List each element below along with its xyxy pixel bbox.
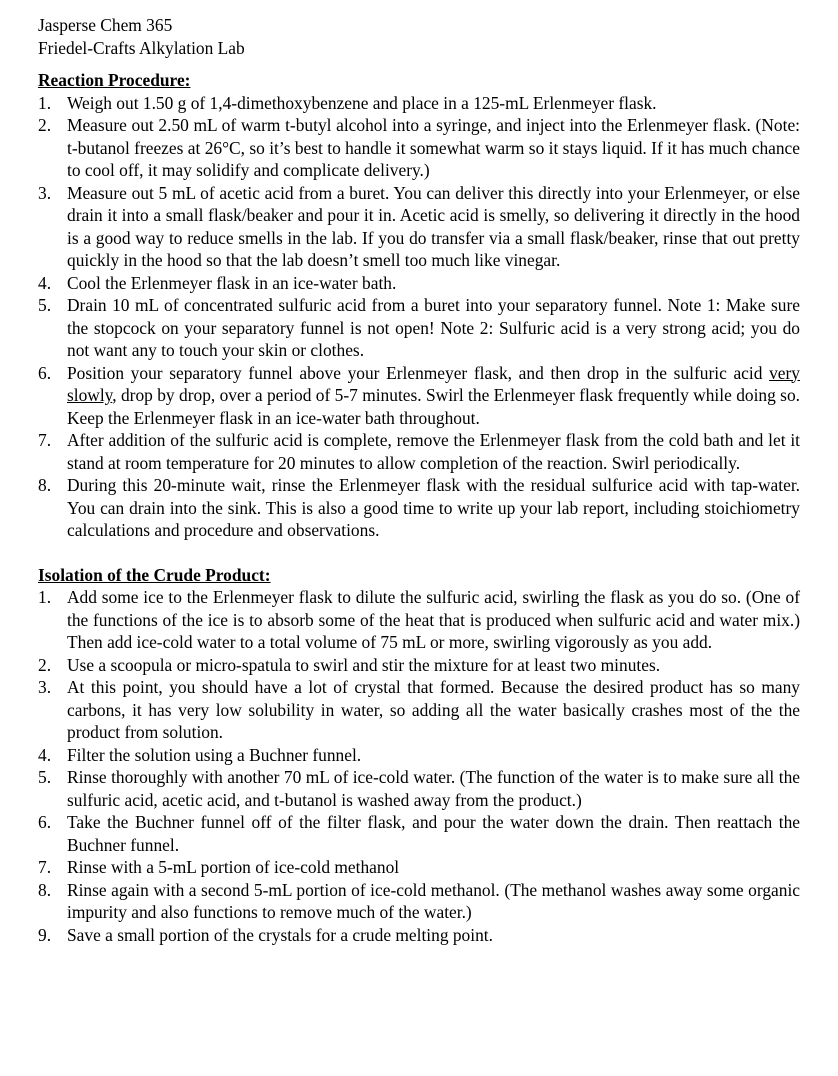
section-isolation-crude-product: [38, 564, 800, 947]
step-number: 8.: [38, 879, 52, 900]
step-text: During this 20-minute wait, rinse the Erlenmeyer flask with the residual sulfurice acid with tap-water. You can drain into the sink. This is also a good time to write up your lab report, including stoichiometry calculations and procedure and observations.: [67, 475, 800, 540]
list-item: [38, 879, 800, 924]
step-text: After addition of the sulfuric acid is complete, remove the Erlenmeyer flask from the cold bath and let it stand at room temperature for 20 minutes to allow completion of the reaction. Swirl periodically.: [67, 430, 800, 473]
step-text: Filter the solution using a Buchner funnel.: [67, 744, 362, 765]
section-heading: Reaction Procedure:: [38, 70, 191, 90]
step-number: 6.: [38, 362, 52, 383]
list-item: [38, 924, 800, 947]
step-number: 6.: [38, 812, 52, 832]
list-item: [38, 676, 800, 744]
section-reaction-procedure: [38, 69, 800, 542]
list-item: [38, 744, 800, 767]
step-number: 3.: [38, 677, 52, 697]
step-text: Save a small portion of the crystals for a crude melting point.: [67, 924, 493, 945]
course-title: Jasperse Chem 365: [38, 15, 173, 35]
step-number: 7.: [38, 430, 52, 450]
section-heading: Isolation of the Crude Product:: [38, 564, 271, 585]
step-text: Measure out 5 mL of acetic acid from a buret. You can deliver this directly into your Erlenmeyer, or else drain it into a small flask/beaker and pour it in. Acetic acid is smelly, so delivering it directly in the hood is a good way to reduce smells in the lab. If you do transfer via a small flask/beaker, rinse that out pretty quickly in the hood so that the lab doesn’t smell too much like vinegar.: [67, 182, 800, 270]
list-item: [38, 654, 800, 677]
step-text: , drop by drop, over a period of 5-7 minutes. Swirl the Erlenmeyer flask frequently while doing so. Keep the Erlenmeyer flask in an ice-water bath throughout.: [67, 385, 800, 428]
step-text: Weigh out 1.50 g of 1,4-dimethoxybenzene and place in a 125-mL Erlenmeyer flask.: [67, 92, 657, 113]
document-header: [38, 14, 800, 59]
step-number: 8.: [38, 475, 52, 495]
step-text: Drain 10 mL of concentrated sulfuric acid from a buret into your separatory funnel. Note 1: Make sure the stopcock on your separatory funnel is not open! Note 2: Sulfuric acid is a very strong acid; you do not want any to touch your skin or clothes.: [67, 295, 800, 360]
step-number: 5.: [38, 295, 52, 315]
list-item: [38, 811, 800, 856]
step-text: Measure out 2.50 mL of warm t-butyl alcohol into a syringe, and inject into the Erlenmeyer flask. (Note: t-butanol freezes at 26°C, so it’s best to handle it somewhat warm so it stays liquid. If it has much chance to cool off, it may solidify and complicate delivery.): [67, 115, 800, 180]
step-text: At this point, you should have a lot of crystal that formed. Because the desired product has so many carbons, it has very low solubility in water, so adding all the water basically crashes most of the the product from solution.: [67, 677, 800, 742]
step-text: Add some ice to the Erlenmeyer flask to dilute the sulfuric acid, swirling the flask as you do so. (One of the functions of the ice is to absorb some of the heat that is produced when sulfuric acid and water mix.) Then add ice-cold water to a total volume of 75 mL or more, swirling vigorously as you add.: [67, 587, 800, 652]
step-number: 1.: [38, 92, 52, 113]
step-number: 3.: [38, 182, 52, 203]
list-item: [38, 362, 800, 430]
list-item: [38, 766, 800, 811]
list-item: [38, 586, 800, 654]
step-number: 2.: [38, 115, 52, 135]
document-page: [38, 14, 800, 946]
step-number: 4.: [38, 744, 52, 765]
step-text: Use a scoopula or micro-spatula to swirl and stir the mixture for at least two minutes.: [67, 654, 661, 675]
step-number: 2.: [38, 654, 52, 675]
list-item: [38, 294, 800, 362]
step-text: Position your separatory funnel above your Erlenmeyer flask, and then drop in the sulfuric acid: [67, 362, 770, 383]
step-number: 5.: [38, 767, 52, 787]
reaction-steps-list: [38, 92, 800, 542]
step-text: Rinse with a 5-mL portion of ice-cold methanol: [67, 857, 400, 877]
list-item: [38, 114, 800, 182]
list-item: [38, 429, 800, 474]
step-number: 7.: [38, 857, 52, 877]
step-text-emphasis: very slowly: [67, 362, 800, 405]
list-item: [38, 182, 800, 272]
lab-title: Friedel-Crafts Alkylation Lab: [38, 37, 245, 58]
step-text: Rinse again with a second 5-mL portion of ice-cold methanol. (The methanol washes away some organic impurity and also functions to remove much of the water.): [67, 879, 800, 922]
list-item: [38, 272, 800, 295]
step-number: 4.: [38, 272, 52, 293]
step-text: Take the Buchner funnel off of the filter flask, and pour the water down the drain. Then reattach the Buchner funnel.: [67, 812, 800, 855]
list-item: [38, 474, 800, 542]
step-number: 9.: [38, 924, 52, 945]
step-text: Cool the Erlenmeyer flask in an ice-water bath.: [67, 272, 397, 293]
step-text: Rinse thoroughly with another 70 mL of ice-cold water. (The function of the water is to make sure all the sulfuric acid, acetic acid, and t-butanol is washed away from the product.): [67, 767, 800, 810]
list-item: [38, 92, 800, 115]
list-item: [38, 856, 800, 879]
isolation-steps-list: [38, 586, 800, 946]
step-number: 1.: [38, 587, 52, 607]
